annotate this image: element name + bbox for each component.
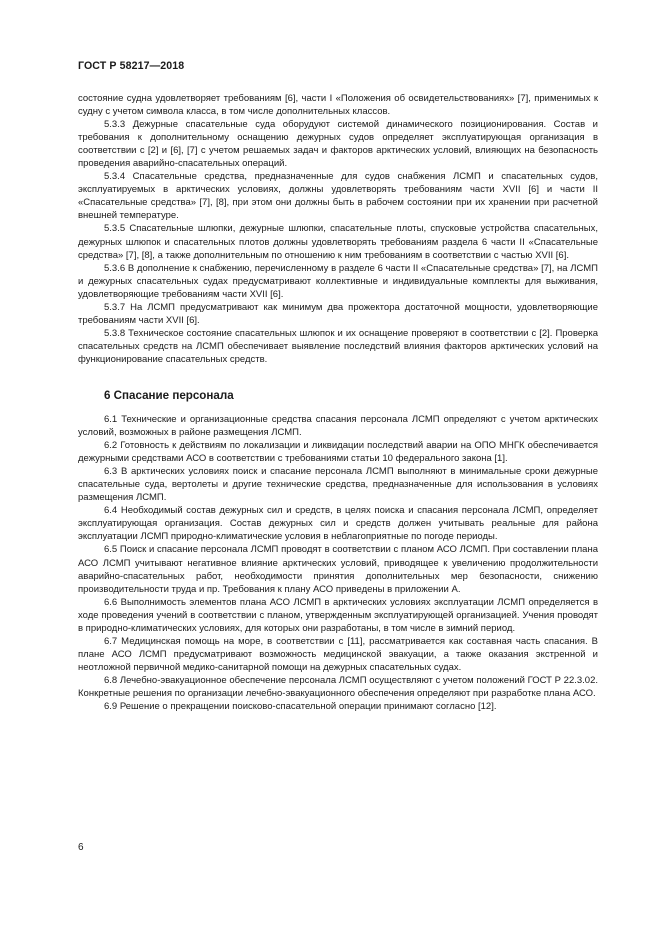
page-number: 6 xyxy=(78,842,84,853)
paragraph: состояние судна удовлетворяет требованиям [6], части I «Положения об освидетельствованиях» [7], применимых к судну с учетом символа класса, в том числе дополнительных классов. xyxy=(78,93,598,118)
paragraph: 6.2 Готовность к действиям по локализации и ликвидации последствий аварии на ОПО МНГК обеспечивается дежурными средствами АСО в соответствии с требованиями статьи 10 федерального закона [1]. xyxy=(78,440,598,465)
paragraph: 6.6 Выполнимость элементов плана АСО ЛСМП в арктических условиях эксплуатации ЛСМП определяется в ходе проведения учений в соответствии с планом, утвержденным эксплуатирующей организацией. Учения проводят в природно-климатических условиях, для которых они разработаны, в том числе в зимний период. xyxy=(78,596,598,634)
document-body xyxy=(78,92,598,713)
section-heading: 6 Спасание персонала xyxy=(104,388,234,402)
section-6-paragraphs xyxy=(78,413,598,713)
paragraph: 5.3.8 Техническое состояние спасательных шлюпок и их оснащение проверяют в соответствии с [2]. Проверка спасательных средств на ЛСМП обеспечивает выявление последствий влияния факторов арктических условий на функционирование спасательных средств. xyxy=(78,327,598,365)
paragraph: 6.7 Медицинская помощь на море, в соответствии с [11], рассматривается как составная часть спасания. В плане АСО ЛСМП предусматривают возможность медицинской эвакуации, а также оказания экстренной и неотложной первичной медико-санитарной помощи на дежурных спасательных судах. xyxy=(78,635,598,673)
document-header: ГОСТ Р 58217—2018 xyxy=(78,60,185,72)
paragraph: 5.3.5 Спасательные шлюпки, дежурные шлюпки, спасательные плоты, спусковые устройства спасательных, дежурных шлюпок и спасательных плотов должны удовлетворять требованиям раздела 6 части II «Спасательные средства» [7], [8], а также дополнительным по отношению к ним требованиям в соответствии с частью XVII [6]. xyxy=(78,223,598,261)
paragraph: 6.4 Необходимый состав дежурных сил и средств, в целях поиска и спасания персонала ЛСМП, определяет эксплуатирующая организация. Состав дежурных сил и средств должен учитывать реальные для района эксплуатации ЛСМП природно-климатические условия в неблагоприятные по погоде периоды. xyxy=(78,505,598,543)
paragraph: 6.1 Технические и организационные средства спасания персонала ЛСМП определяют с учетом арктических условий, возможных в районе размещения ЛСМП. xyxy=(78,413,598,439)
paragraph: 5.3.3 Дежурные спасательные суда оборудуют системой динамического позиционирования. Состав и требования к дополнительному оснащению дежурных судов определяет эксплуатирующая организация в соответствии с [2] и [6], [7] с учетом решаемых задач и факторов арктических условий, влияющих на безопасность проведения аварийно-спасательных операций. xyxy=(78,119,598,170)
paragraph: 6.5 Поиск и спасание персонала ЛСМП проводят в соответствии с планом АСО ЛСМП. При составлении плана АСО ЛСМП учитывают негативное влияние арктических условий, приводящее к увеличению продолжительности аварийно-спасательных работ, необходимости принятия дополнительных мер безопасности, снижению производительности труда и пр. Требования к плану АСО приведены в приложении А. xyxy=(78,544,598,595)
paragraph: 5.3.4 Спасательные средства, предназначенные для судов снабжения ЛСМП и спасательных судов, эксплуатируемых в арктических условиях, должны удовлетворять требованиям части XVII [6] и части II «Спасательные средства» [7], [8], при этом они должны быть в рабочем состоянии при их хранении при расчетной внешней температуре. xyxy=(78,171,598,222)
paragraph: 6.9 Решение о прекращении поисково-спасательной операции принимают согласно [12]. xyxy=(104,701,497,713)
paragraph: 6.8 Лечебно-эвакуационное обеспечение персонала ЛСМП осуществляют с учетом положений ГОСТ Р 22.3.02. Конкретные решения по организации лечебно-эвакуационного обеспечения определяют при разработке плана АСО. xyxy=(78,674,598,699)
subsection-5-3-paragraphs xyxy=(78,92,598,366)
paragraph: 6.3 В арктических условиях поиск и спасание персонала ЛСМП выполняют в минимальные сроки дежурные спасательные суда, вертолеты и другие технические средства, предназначенные для использования в условиях размещения ЛСМП. xyxy=(78,466,598,504)
paragraph: 5.3.7 На ЛСМП предусматривают как минимум два прожектора достаточной мощности, удовлетворяющие требованиям части XVII [6]. xyxy=(78,301,598,326)
paragraph: 5.3.6 В дополнение к снабжению, перечисленному в разделе 6 части II «Спасательные средства» [7], на ЛСМП и дежурных спасательных судах предусматривают коллективные и индивидуальные комплекты для выживания, удовлетворяющие требованиям части XVII [6]. xyxy=(78,262,598,300)
